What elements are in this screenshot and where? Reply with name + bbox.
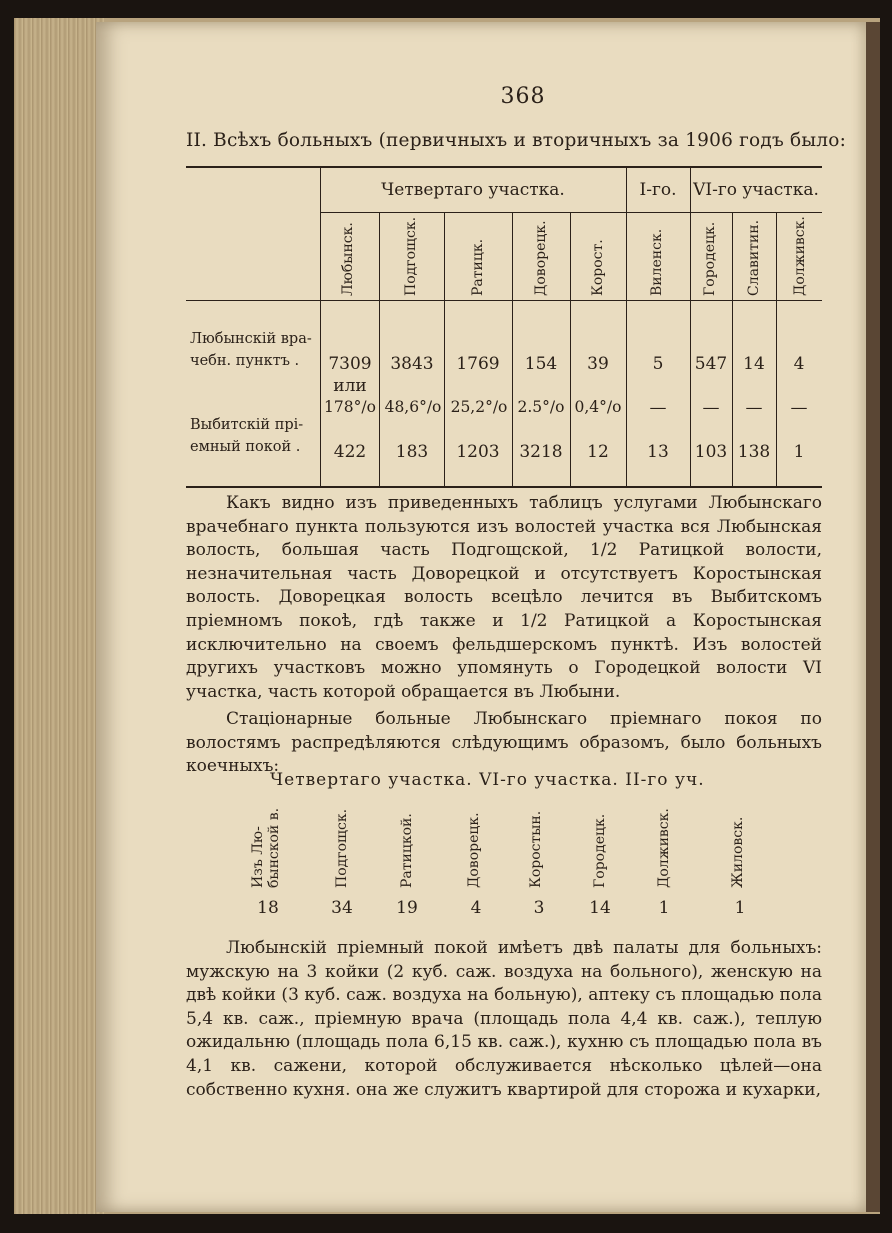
table-cell: 25,2°/о — [450, 398, 508, 416]
table-cell: 5 — [652, 354, 664, 374]
table-rule — [690, 168, 691, 486]
table-cell: — — [702, 398, 720, 418]
table-cell: 7309 — [328, 354, 372, 374]
table2-value: 3 — [533, 898, 545, 918]
table-cell: — — [649, 398, 667, 418]
table-rule — [379, 212, 380, 486]
table-cell: 1769 — [456, 354, 500, 374]
table-cell: — — [790, 398, 808, 418]
col-header: Любынск. — [340, 222, 356, 296]
paragraph: Какъ видно изъ приведенныхъ таблицъ услугами Любынскаго врачебнаго пункта пользуются изъ волостей участка вся Любынская волость, большая часть Подгощской, 1/2 Ратицкой волости, незначительная часть Доворецкой и отсутствуетъ Коростынская волость. Доворецкая волость всецѣло лечится въ Выбитскомъ пріемномъ покоѣ, гдѣ также и 1/2 Ратицкой а Коростынская исключительно на своемъ фельдшерскомъ пунктѣ. Изъ волостей другихъ участковъ можно упомянуть о Городецкой волости VI участка, часть которой обращается въ Любыни. — [186, 493, 822, 702]
table-rule — [320, 168, 321, 486]
col-header: Корост. — [590, 239, 606, 296]
col-header: Славитин. — [746, 219, 762, 296]
table-cell: 183 — [395, 442, 429, 462]
table2-value: 4 — [470, 898, 482, 918]
table-rule — [626, 168, 627, 486]
patients-table — [186, 166, 822, 488]
col-header: Доворецк. — [466, 812, 482, 888]
table-rule — [186, 300, 822, 301]
group-header-sixth: VI-го участка. — [693, 180, 819, 200]
group-header-first: I-го. — [639, 180, 677, 200]
table2-value: 1 — [734, 898, 746, 918]
col-header: Коростын. — [528, 810, 544, 888]
group-header-fourth: Четвертаго участка. — [381, 180, 565, 200]
col-header: Ратицкой. — [399, 813, 415, 888]
col-header: Доворецк. — [533, 220, 549, 296]
table-cell: 39 — [587, 354, 609, 374]
col-header: Долживск. — [656, 808, 672, 888]
table2-group-headers: Четвертаго участка. VI-го участка. II-го уч. — [270, 770, 705, 790]
col-header: Виленск. — [649, 228, 665, 296]
col-header: Подгощск. — [334, 808, 350, 888]
col-header: Долживск. — [792, 216, 808, 296]
table-cell: 178°/о — [324, 398, 376, 416]
book-spine-edge — [866, 22, 880, 1212]
table-cell: 0,4°/о — [574, 398, 622, 416]
section-heading: II. Всѣхъ больныхъ (первичныхъ и вторичныхъ за 1906 годъ было: — [186, 130, 847, 151]
table-cell: 103 — [694, 442, 728, 462]
table-cell: 4 — [793, 354, 805, 374]
table-rule — [444, 212, 445, 486]
table-cell: 2.5°/о — [517, 398, 565, 416]
table-cell: 12 — [587, 442, 609, 462]
table-cell: — — [745, 398, 763, 418]
col-header: Городецк. — [702, 221, 718, 296]
table2-value: 19 — [396, 898, 418, 918]
paragraph: Стаціонарные больные Любынскаго пріемнаго покоя по волостямъ распредѣляются слѣдующимъ образомъ, было больныхъ коечныхъ: — [186, 709, 822, 777]
table-cell: 154 — [524, 354, 558, 374]
paragraph: Любынскій пріемный покой имѣетъ двѣ палаты для больныхъ: мужскую на 3 койки (2 куб. саж. воздуха на больного), женскую на двѣ койки (3 куб. саж. воздуха на больную), аптеку съ площадью пола 5,4 кв. саж., пріемную врача (площадь пола 4,4 кв. саж.), теплую ожидальню (площадь пола 6,15 кв. саж.), кухню съ площадью пола въ 4,1 кв. сажени, которой обслуживается нѣсколько цѣлей—она собственно кухня. она же служитъ квартирой для сторожа и кухарки, — [186, 938, 822, 1100]
col-header: Жиловск. — [730, 816, 746, 888]
table2-value: 14 — [589, 898, 611, 918]
table-cell: 1203 — [456, 442, 500, 462]
col-header: Городецк. — [592, 813, 608, 888]
table-cell: 14 — [743, 354, 765, 374]
table-cell: 1 — [793, 442, 805, 462]
col-header: Подгощск. — [403, 216, 419, 296]
row-label: Любынскій вра- чебн. пунктъ . — [190, 331, 312, 369]
table-cell: 3843 — [390, 354, 434, 374]
table2-value: 34 — [331, 898, 353, 918]
table-cell: 422 — [333, 442, 367, 462]
col-header: Ратицк. — [470, 238, 486, 296]
table-cell: 547 — [694, 354, 728, 374]
table2-value: 18 — [257, 898, 279, 918]
table-cell: 3218 — [519, 442, 563, 462]
page-edges — [14, 18, 104, 1214]
page-number: 368 — [500, 84, 546, 109]
row-label: Выбитскій прі- емный покой . — [190, 417, 304, 455]
table-cell: 13 — [647, 442, 669, 462]
table-cell: 48,6°/о — [384, 398, 442, 416]
table2-value: 1 — [658, 898, 670, 918]
col-header: Изъ Лю- бынской в. — [250, 807, 282, 888]
table-cell: 138 — [737, 442, 771, 462]
table-cell-note: или — [333, 376, 367, 396]
table-rule — [320, 212, 822, 213]
